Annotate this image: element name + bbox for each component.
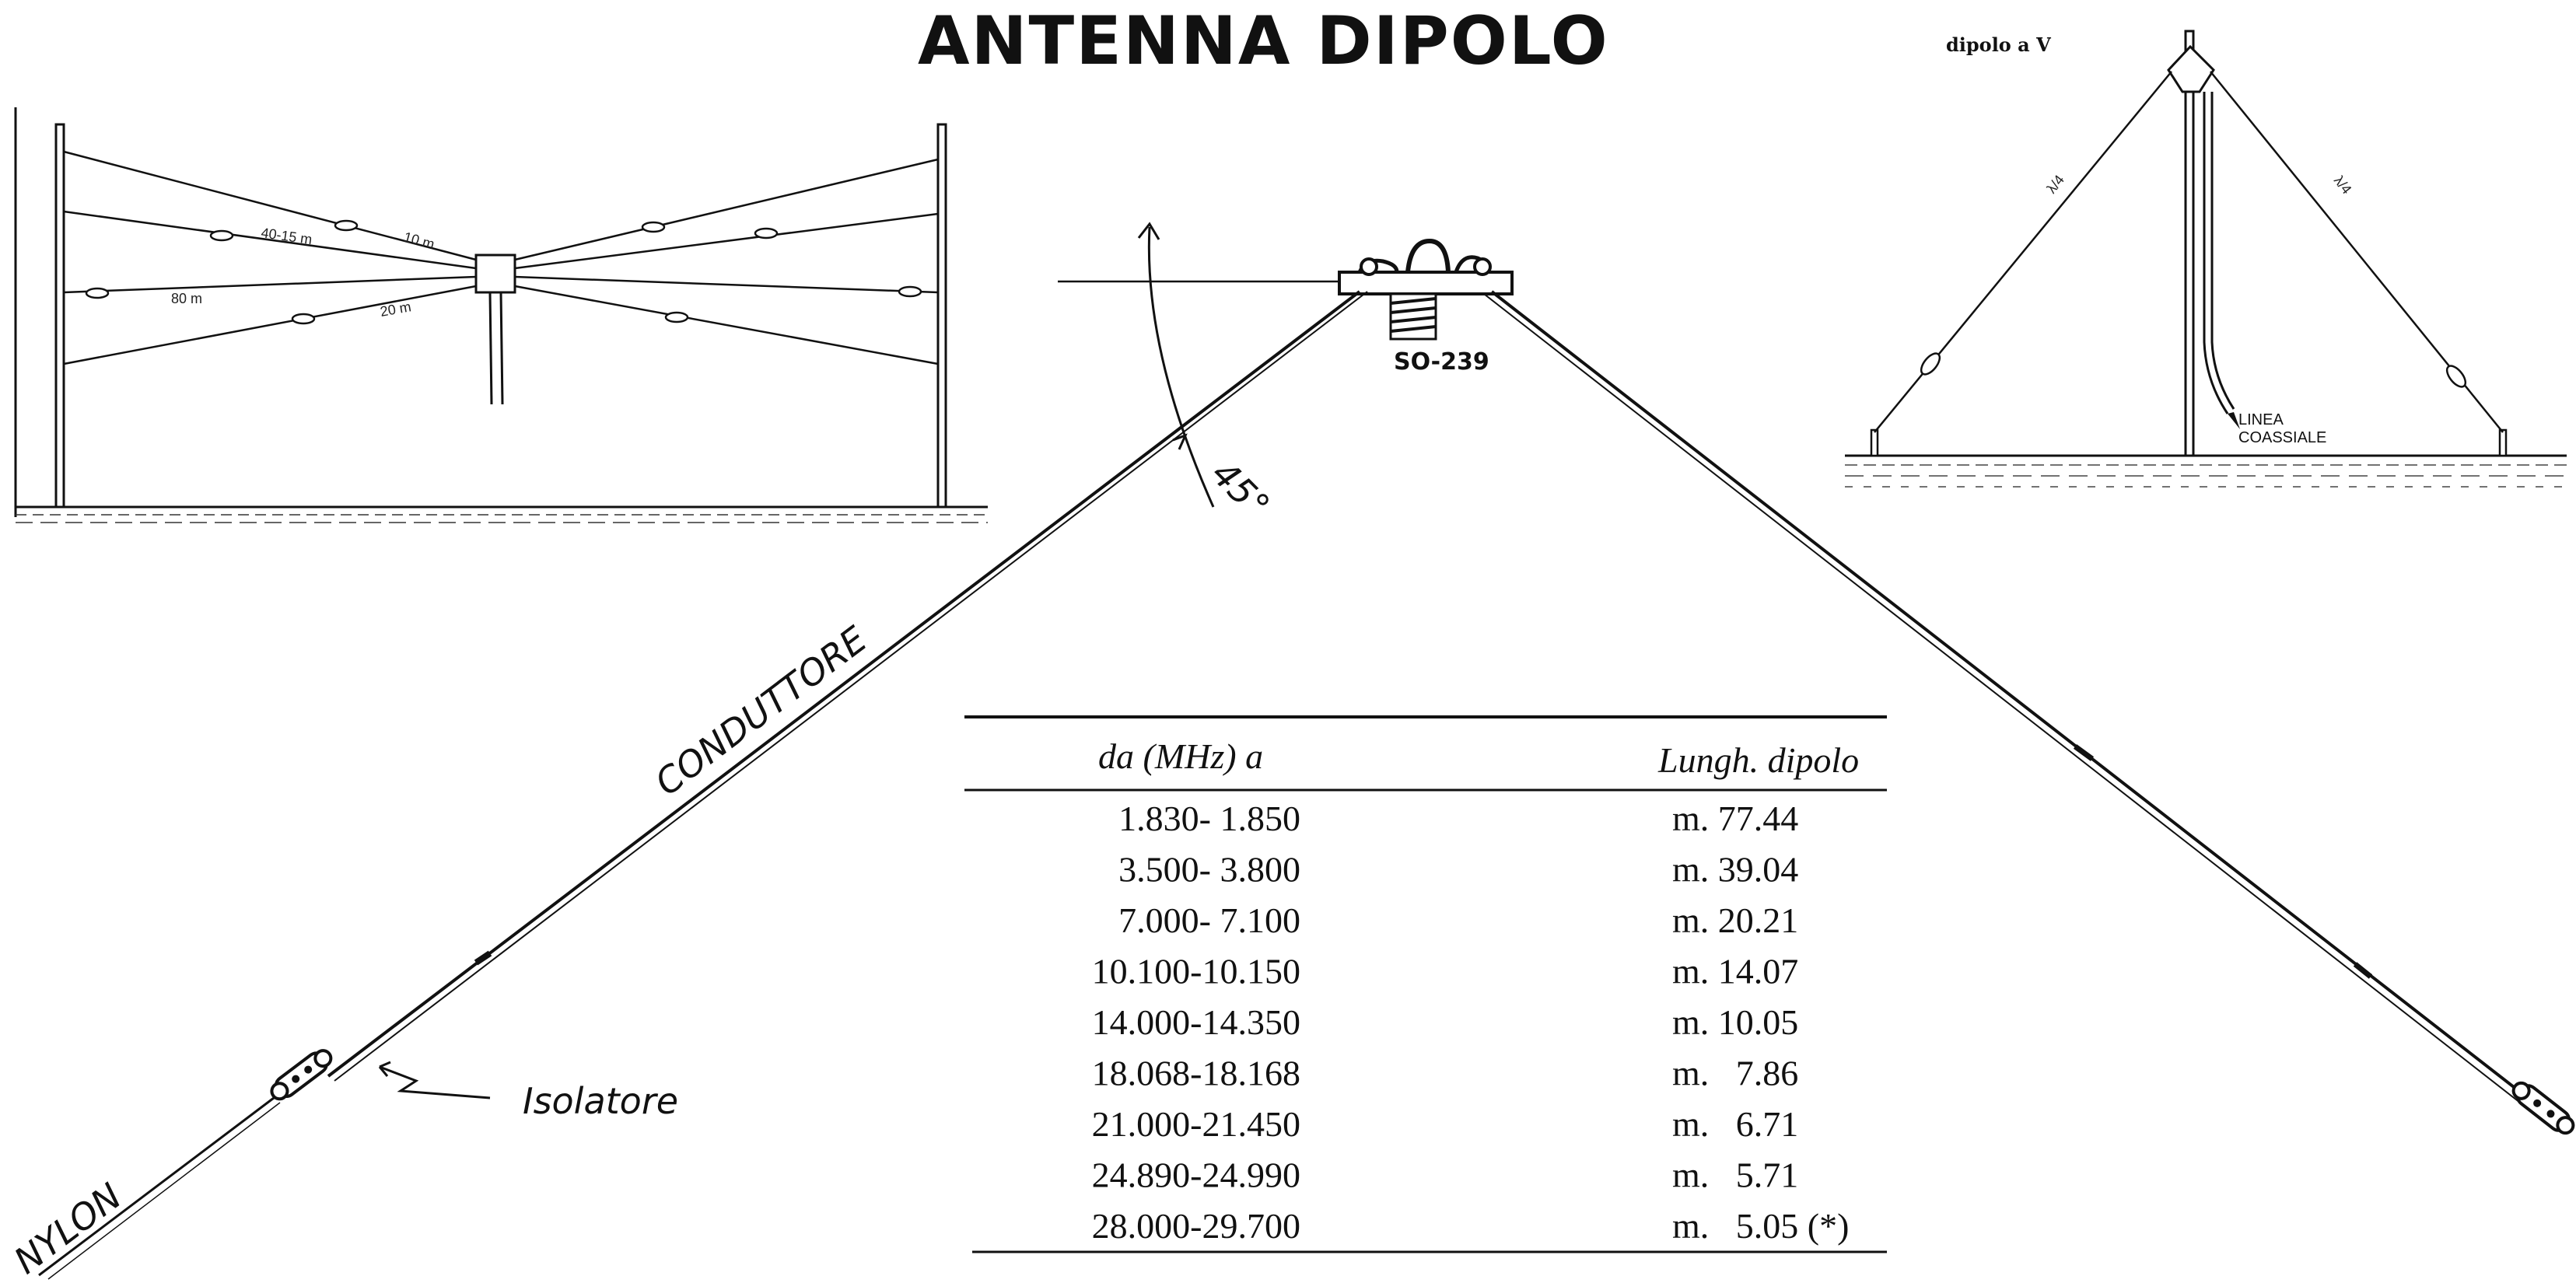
- right-stake: [2500, 430, 2506, 456]
- table-cell-length: m. 39.04: [1672, 849, 1799, 890]
- table-row: [1092, 1104, 1799, 1144]
- multiband-dipole-diagram: [16, 107, 988, 523]
- table-cell-length: m. 14.07: [1672, 951, 1799, 991]
- coax-label-line2: COASSIALE: [2238, 429, 2327, 446]
- band-label-40-15m: 40-15 m: [260, 225, 313, 248]
- left-stake: [1871, 430, 1878, 456]
- table-cell-frequency: 3.500- 3.800: [1118, 849, 1300, 890]
- table-header-length: Lungh. dipolo: [1658, 740, 1860, 780]
- table-cell-frequency: 14.000-14.350: [1091, 1002, 1300, 1042]
- insulator-pointer: [380, 1067, 490, 1098]
- table-cell-frequency: 28.000-29.700: [1091, 1206, 1300, 1246]
- table-body: [1092, 799, 1850, 1246]
- band-label-10m: 10 m: [401, 229, 436, 253]
- v-dipole-mast: [2186, 31, 2193, 456]
- center-insulator-bar: [1339, 272, 1512, 294]
- v-dipole-diagram: [1845, 31, 2567, 487]
- dipole-length-table: [964, 717, 1887, 1252]
- table-cell-length: m. 20.21: [1672, 900, 1799, 940]
- table-cell-frequency: 21.000-21.450: [1091, 1104, 1300, 1144]
- table-row: [1092, 1002, 1799, 1042]
- table-row: [1092, 1155, 1799, 1195]
- table-header-frequency: da (MHz) a: [1098, 736, 1264, 776]
- angle-arc: [1149, 227, 1213, 507]
- arm-right-label: λ/4: [2330, 173, 2355, 198]
- table-cell-length: m. 6.71: [1672, 1104, 1799, 1144]
- table-cell-length: m. 77.44: [1672, 799, 1799, 838]
- insulator-label: Isolatore: [523, 1080, 679, 1122]
- table-cell-length: m. 5.71: [1672, 1155, 1799, 1195]
- table-cell-length: m. 7.86: [1672, 1053, 1799, 1093]
- arm-left-label: λ/4: [2043, 172, 2067, 197]
- page-title: ANTENNA DIPOLO: [918, 2, 1609, 80]
- v-dipole-title: dipolo a V: [1946, 33, 2051, 56]
- table-row: [1092, 1054, 1799, 1093]
- table-row: [1118, 850, 1798, 890]
- table-row: [1092, 1206, 1850, 1246]
- table-row: [1118, 799, 1798, 838]
- table-cell-frequency: 1.830- 1.850: [1118, 799, 1300, 838]
- right-conductor-wire: [1492, 292, 2528, 1098]
- left-mast: [56, 124, 64, 507]
- right-mast: [938, 124, 946, 507]
- table-row: [1092, 952, 1799, 991]
- right-insulator-icon: [2509, 1078, 2576, 1138]
- nylon-label: NYLON: [6, 1174, 130, 1282]
- table-row: [1118, 900, 1798, 940]
- left-insulator-icon: [268, 1046, 336, 1104]
- so239-connector-icon: [1391, 294, 1436, 339]
- table-cell-length: m. 5.05 (*): [1672, 1206, 1850, 1246]
- table-cell-frequency: 10.100-10.150: [1091, 951, 1300, 991]
- band-label-80m: 80 m: [171, 291, 203, 306]
- conductor-label: CONDUTTORE: [647, 617, 875, 804]
- coax-label-line1: LINEA: [2238, 411, 2284, 428]
- angle-arrow-bottom-icon: [1173, 435, 1185, 449]
- table-cell-frequency: 24.890-24.990: [1091, 1155, 1300, 1195]
- table-cell-length: m. 10.05: [1672, 1002, 1799, 1042]
- table-cell-frequency: 18.068-18.168: [1091, 1053, 1300, 1093]
- connector-label: SO-239: [1394, 348, 1489, 376]
- band-label-20m: 20 m: [379, 299, 413, 320]
- center-hub: [476, 255, 515, 292]
- v-dipole-left-arm: [1874, 72, 2172, 432]
- table-cell-frequency: 7.000- 7.100: [1118, 900, 1300, 940]
- angle-label: 45°: [1203, 452, 1279, 527]
